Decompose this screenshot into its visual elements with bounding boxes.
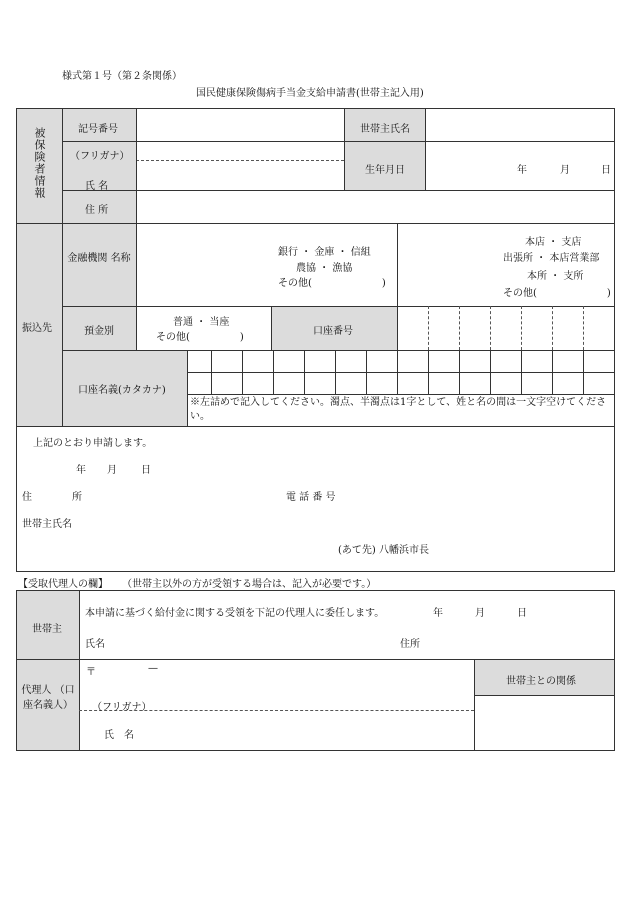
branch-line1: 本店 ・ 支店 [525,237,582,248]
delegation-day: 日 [517,608,527,619]
declaration-day: 日 [141,465,151,476]
declaration-head-name-label: 世帯主氏名 [22,519,72,530]
deposit-types-line2: その他( ) [156,332,244,343]
birth-year: 年 [517,165,527,176]
form-number: 様式第１号（第２条関係） [62,71,182,82]
bank-types-line2: 農協 ・ 漁協 [296,263,353,274]
birth-label: 生年月日 [365,165,405,176]
deposit-label: 預金別 [84,326,114,337]
declaration-statement: 上記のとおり申請します。 [33,438,153,449]
birth-month: 月 [560,165,570,176]
deposit-types-line1: 普通 ・ 当座 [173,317,230,328]
transfer-section-label: 振込先 [22,323,52,334]
agent-section-note: （世帯主以外の方が受領する場合は、記入が必要です。） [122,579,377,590]
postal-dash: — [148,663,158,674]
addressee: (あて先) 八幡浜市長 [338,545,429,556]
delegation-text: 本申請に基づく給付金に関する受領を下記の代理人に委任します。 [85,608,385,619]
birth-day: 日 [601,165,611,176]
insured-section-label: 被保険者情報 [33,127,46,199]
bank-label: 金融機関 名称 [67,253,131,264]
agent-section-title: 【受取代理人の欄】 [18,579,108,590]
delegation-year: 年 [433,608,443,619]
declaration-month: 月 [107,465,117,476]
bank-types-line1: 銀行 ・ 金庫 ・ 信組 [278,247,371,258]
agent-name-label: 氏 名 [104,730,134,741]
branch-line3: 本所 ・ 支所 [527,271,584,282]
postal-mark: 〒 [86,667,96,678]
furigana-label: （フリガナ） [70,151,130,162]
relation-label: 世帯主との関係 [506,676,576,687]
agent-label: 代理人 （口座名義人） [21,685,75,711]
delegation-address-label: 住所 [400,639,420,650]
branch-line2: 出張所 ・ 本店営業部 [503,253,600,264]
kigo-label: 記号番号 [78,124,118,135]
delegation-month: 月 [475,608,485,619]
account-no-label: 口座番号 [313,326,353,337]
declaration-phone-label: 電 話 番 号 [286,492,336,503]
head-name-label: 世帯主氏名 [360,124,410,135]
declaration-address-label: 住 所 [22,492,82,503]
holder-note: ※左詰めで記入してください。濁点、半濁点は1字として、姓と名の間は一文字空けてください。 [190,397,607,422]
agent-head-label: 世帯主 [32,624,62,635]
holder-label: 口座名義(カタカナ) [78,385,166,396]
address-label: 住 所 [85,205,109,216]
branch-line4: その他( ) [503,288,611,299]
agent-furigana-label: （フリガナ） [92,702,152,713]
name-label: 氏 名 [85,181,109,192]
delegation-name-label: 氏名 [85,639,105,650]
declaration-year: 年 [76,465,86,476]
form-title: 国民健康保険傷病手当金支給申請書(世帯主記入用) [196,88,424,99]
bank-types-line3: その他( ) [278,278,386,289]
